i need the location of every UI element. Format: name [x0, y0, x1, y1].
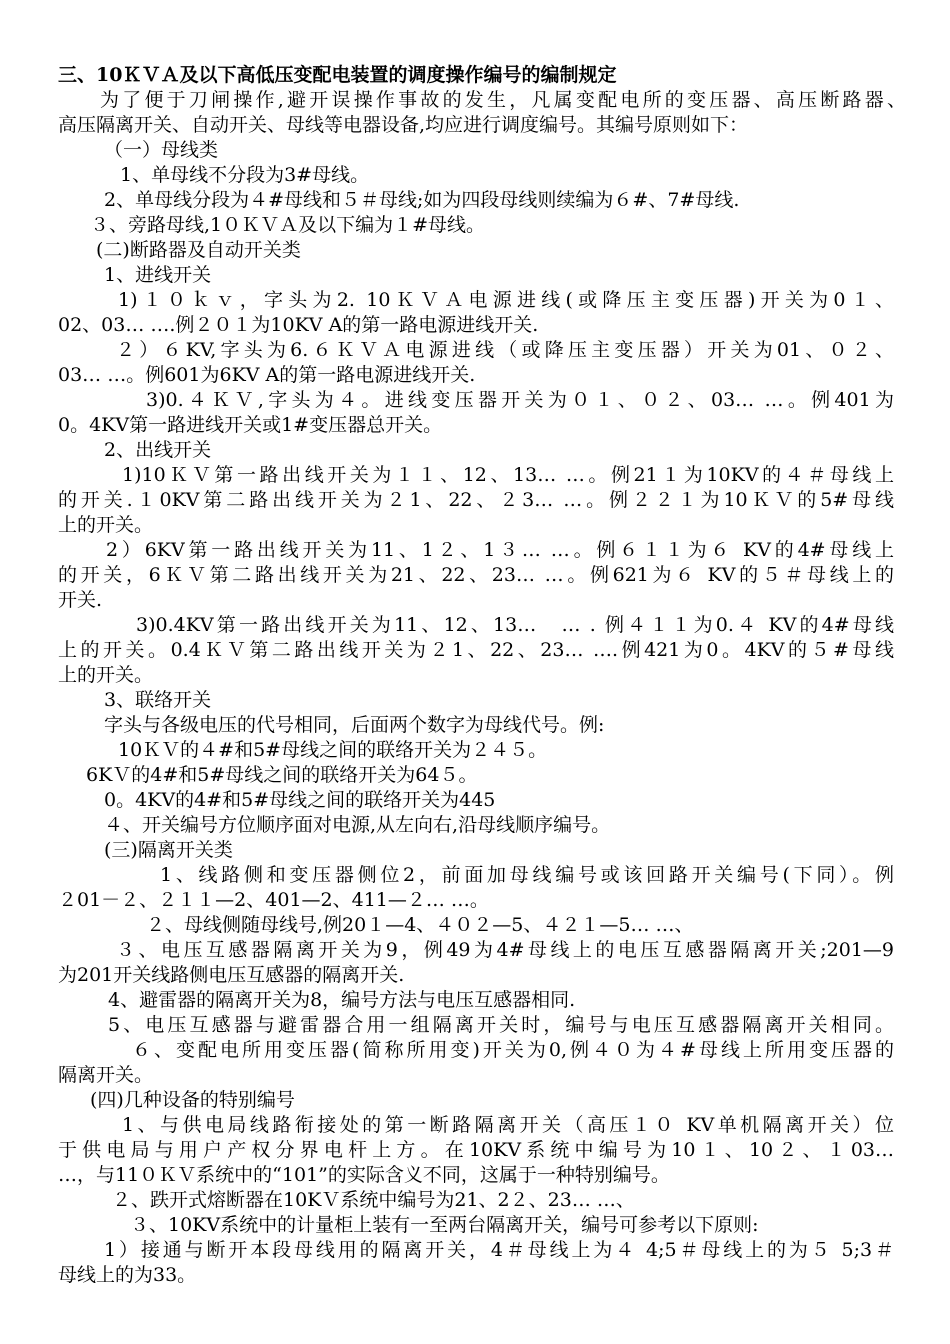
paragraph-line: ３、10KV系统中的计量柜上装有一至两台隔离开关，编号可参考以下原则: — [130, 1214, 759, 1236]
paragraph-line: 5、电压互感器与避雷器合用一组隔离开关时，编号与电压互感器隔离开关相同。 — [108, 1014, 894, 1036]
subsection-heading: 1、进线开关 — [104, 264, 212, 286]
paragraph-line: ３、旁路母线,1０ＫＶＡ及以下编为１#母线。 — [90, 214, 486, 236]
paragraph-line: 为了便于刀闸操作,避开误操作事故的发生，凡属变配电所的变压器、高压断路器、 — [100, 89, 906, 111]
paragraph-line: 隔离开关。 — [58, 1064, 154, 1086]
subsection-heading: 3、联络开关 — [104, 689, 212, 711]
paragraph-line: 上的开关。0.4ＫＶ第二路出线开关为２1、22、23… ….例421为0。4KV的５#母线 — [58, 639, 894, 661]
paragraph-line: 的开关.１0KV第二路出线开关为２1、22、２3… …。例２２１为10ＫＶ的5#母线 — [58, 489, 894, 511]
paragraph-line: ３、电压互感器隔离开关为9，例49为4#母线上的电压互感器隔离开关;201—9 — [116, 939, 894, 961]
paragraph-line: 4、避雷器的隔离开关为8，编号方法与电压互感器相同. — [108, 989, 576, 1011]
paragraph-line: 2、单母线分段为４#母线和５＃母线;如为四段母线则续编为６#、7#母线. — [104, 189, 740, 211]
paragraph-line: 母线上的为33。 — [58, 1264, 197, 1286]
paragraph-line: 1、单母线不分段为3#母线。 — [120, 164, 370, 186]
paragraph-line: 字头与各级电压的代号相同，后面两个数字为母线代号。例: — [104, 714, 605, 736]
paragraph-line: 的开关，6ＫＶ第二路出线开关为21、22、23… …。例621为６ KV的５＃母线上的 — [58, 564, 894, 586]
section-heading: (二)断路器及自动开关类 — [96, 239, 301, 261]
paragraph-line: 为201开关线路侧电压互感器的隔离开关. — [58, 964, 405, 986]
paragraph-line: 1、线路侧和变压器侧位2，前面加母线编号或该回路开关编号(下同）。例 — [160, 864, 894, 886]
paragraph-line: 03… …。例601为6KV A的第一路电源进线开关. — [58, 364, 476, 386]
paragraph-line: 2）6KV第一路出线开关为11、1２、1３… …。例６１１为６ KV的4#母线上 — [106, 539, 894, 561]
paragraph-line: 上的开关。 — [58, 664, 154, 686]
paragraph-line: 1)１０ｋｖ，字头为2. 10ＫＶＡ电源进线(或降压主变压器)开关为0１、 — [118, 289, 894, 311]
subsection-heading: 2、出线开关 — [104, 439, 212, 461]
paragraph-line: ２）６KV,字头为6.６ＫＶＡ电源进线（或降压主变压器）开关为01、０２、 — [116, 339, 894, 361]
paragraph-line: 1)10ＫＶ第一路出线开关为１１、12、13… …。例21１为10KV的４＃母线上 — [122, 464, 894, 486]
paragraph-line: 3)0.4KV第一路出线开关为11、12、13… … . 例４１１为0.４ KV的4#母线 — [136, 614, 894, 636]
paragraph-line: 3)0.４ＫＶ,字头为４。进线变压器开关为０１、０２、03… …。例401为 — [146, 389, 894, 411]
paragraph-line: 开关. — [58, 589, 103, 611]
paragraph-line: ４、开关编号方位顺序面对电源,从左向右,沿母线顺序编号。 — [104, 814, 611, 836]
paragraph-line: 1、与供电局线路衔接处的第一断路隔离开关（高压１０ KV单机隔离开关）位 — [122, 1114, 894, 1136]
paragraph-line: ２01－２、２１１—2、401—2、411—２… …。 — [58, 889, 489, 911]
paragraph-line: 上的开关。 — [58, 514, 154, 536]
paragraph-line: ６、变配电所用变压器(简称所用变)开关为0,例４０为４#母线上所用变压器的 — [132, 1039, 894, 1061]
paragraph-line: 于供电局与用户产权分界电杆上方。在10KV系统中编号为10１、10２、１03… — [58, 1139, 894, 1161]
paragraph-line: …，与11０ＫＶ系统中的“101”的实际含义不同，这属于一种特别编号。 — [58, 1164, 670, 1186]
paragraph-line: 0。4KV的4#和5#母线之间的联络开关为445 — [104, 789, 496, 811]
paragraph-line: ２、跌开式熔断器在10KＶ系统中编号为21、2２、23… …、 — [112, 1189, 635, 1211]
paragraph-line: 6KＶ的4#和5#母线之间的联络开关为64５。 — [86, 764, 478, 786]
section-heading: （一）母线类 — [104, 139, 219, 161]
paragraph-line: ２、母线侧随母线号,例20１—4、４０２—5、４２１—5… …、 — [146, 914, 694, 936]
paragraph-line: 高压隔离开关、自动开关、母线等电器设备,均应进行调度编号。其编号原则如下： — [58, 114, 749, 136]
paragraph-line: 1）接通与断开本段母线用的隔离开关，4＃母线上为４ 4;5＃母线上的为５ 5;3＃ — [104, 1239, 894, 1261]
paragraph-line: 0。4KV第一路进线开关或1#变压器总开关。 — [58, 414, 443, 436]
section-heading: (三)隔离开关类 — [104, 839, 233, 861]
paragraph-line: 02、03… ….例２０１为10KV A的第一路电源进线开关. — [58, 314, 539, 336]
section-heading: (四)几种设备的特别编号 — [90, 1089, 295, 1111]
document-title: 三、10ＫＶＡ及以下高低压变配电装置的调度操作编号的编制规定 — [58, 64, 617, 86]
paragraph-line: 10ＫＶ的４#和5#母线之间的联络开关为２４５。 — [118, 739, 548, 761]
